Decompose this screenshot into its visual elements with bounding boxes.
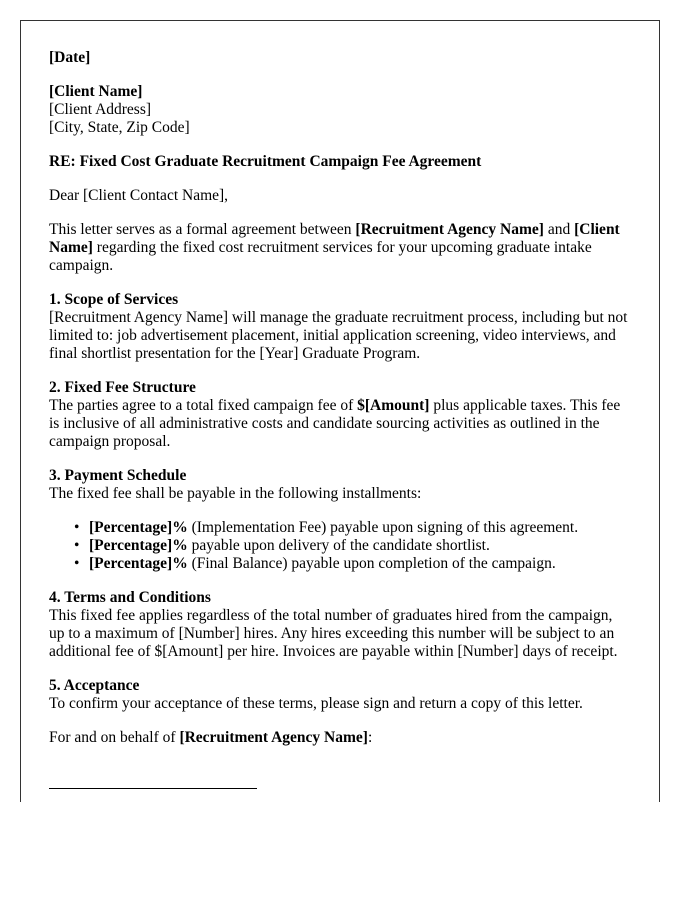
salutation: Dear [Client Contact Name], [49, 187, 229, 204]
installment-percent: [Percentage]% [89, 537, 188, 554]
installment-item [74, 555, 631, 573]
recipient-address: [Client Address] [49, 101, 152, 118]
intro-text-2: and [543, 221, 575, 238]
signature-line [49, 788, 257, 789]
section-fixed-fee-structure [49, 379, 631, 451]
intro-text-1: This letter serves as a formal agreement between [49, 221, 356, 238]
intro-paragraph [49, 221, 631, 275]
subject-text: RE: Fixed Cost Graduate Recruitment Campaign Fee Agreement [49, 153, 482, 170]
section-title: 4. Terms and Conditions [49, 589, 211, 606]
closing-text-2: : [367, 729, 373, 746]
intro-client-name: [Client Name] [49, 221, 620, 256]
letter-date [49, 49, 631, 67]
section-body-1: The parties agree to a total fixed campaign fee of [49, 397, 358, 414]
section-body: To confirm your acceptance of these terms, please sign and return a copy of this letter. [49, 695, 583, 712]
installment-text: payable upon delivery of the candidate shortlist. [187, 537, 490, 554]
section-acceptance [49, 677, 631, 713]
section-title: 5. Acceptance [49, 677, 140, 694]
date-text: [Date] [49, 49, 91, 66]
installment-text: (Final Balance) payable upon completion of the campaign. [187, 555, 556, 572]
bullet-icon: • [74, 555, 80, 572]
closing-text-1: For and on behalf of [49, 729, 180, 746]
installment-percent: [Percentage]% [89, 555, 188, 572]
letter-page [20, 20, 660, 802]
installment-item [74, 537, 631, 555]
installment-percent: [Percentage]% [89, 519, 188, 536]
bullet-icon: • [74, 537, 80, 554]
intro-text-3: regarding the fixed cost recruitment services for your upcoming graduate intake campaign. [49, 239, 592, 274]
section-title: 1. Scope of Services [49, 291, 179, 308]
section-body: The fixed fee shall be payable in the following installments: [49, 485, 422, 502]
closing-agency-name: [Recruitment Agency Name] [179, 729, 368, 746]
installment-item [74, 519, 631, 537]
section-terms-and-conditions [49, 589, 631, 661]
installments-list [49, 519, 631, 573]
fee-amount: $[Amount] [357, 397, 430, 414]
section-title: 3. Payment Schedule [49, 467, 187, 484]
section-scope-of-services [49, 291, 631, 363]
section-title: 2. Fixed Fee Structure [49, 379, 196, 396]
bullet-icon: • [74, 519, 80, 536]
recipient-name: [Client Name] [49, 83, 143, 100]
section-body: This fixed fee applies regardless of the total number of graduates hired from the campaign, up to a maximum of [Number] hires. Any hires exceeding this number will be subject to an additional fee of $[Amount] per hire. Invoices are payable within [Number] days of receipt. [49, 607, 618, 660]
installment-text: (Implementation Fee) payable upon signing of this agreement. [187, 519, 579, 536]
closing-line [49, 729, 631, 747]
section-payment-schedule [49, 467, 631, 573]
section-body: [Recruitment Agency Name] will manage the graduate recruitment process, including but not limited to: job advertisement placement, initial application screening, video interviews, and final shortlist presentation for the [Year] Graduate Program. [49, 309, 628, 362]
subject-line [49, 153, 631, 171]
section-body-2: plus applicable taxes. This fee is inclusive of all administrative costs and candidate sourcing activities as outlined in the campaign proposal. [49, 397, 621, 450]
intro-agency-name: [Recruitment Agency Name] [355, 221, 544, 238]
recipient-city-state-zip: [City, State, Zip Code] [49, 119, 190, 136]
recipient-address-block [49, 83, 631, 137]
